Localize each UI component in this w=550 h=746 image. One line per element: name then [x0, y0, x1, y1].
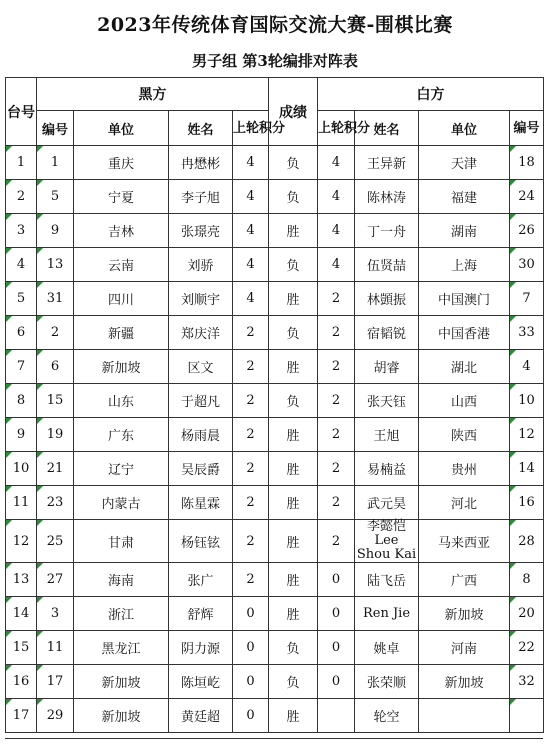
result-cell: 胜	[269, 563, 318, 597]
black-num-cell: 13	[37, 248, 74, 282]
result-cell: 胜	[269, 452, 318, 486]
black-num-cell: 15	[37, 384, 74, 418]
table-no-cell: 10	[6, 452, 37, 486]
white-name-cell: 武元昊	[355, 486, 419, 520]
white-num-cell: 20	[510, 597, 544, 631]
header-white-num: 编号	[510, 111, 544, 146]
white-num-cell: 14	[510, 452, 544, 486]
white-score-cell: 2	[318, 282, 355, 316]
black-num-cell: 27	[37, 563, 74, 597]
result-cell: 负	[269, 180, 318, 214]
black-num-cell: 21	[37, 452, 74, 486]
table-no-cell: 11	[6, 486, 37, 520]
white-score-cell: 0	[318, 665, 355, 699]
header-white-prev-score: 上轮积分	[318, 111, 355, 146]
table-no-cell: 5	[6, 282, 37, 316]
result-cell: 胜	[269, 597, 318, 631]
table-row	[6, 699, 544, 733]
table-row	[6, 563, 544, 597]
table-no-cell: 14	[6, 597, 37, 631]
white-score-cell: 0	[318, 597, 355, 631]
white-unit-cell: 天津	[419, 146, 510, 180]
white-num-cell: 12	[510, 418, 544, 452]
pairing-table	[5, 77, 544, 733]
black-name-cell: 阴力源	[169, 631, 233, 665]
white-score-cell: 4	[318, 146, 355, 180]
white-name-cell: 伍贤喆	[355, 248, 419, 282]
table-no-cell: 2	[6, 180, 37, 214]
white-num-cell: 10	[510, 384, 544, 418]
white-unit-cell: 湖南	[419, 214, 510, 248]
white-name-cell: 姚卓	[355, 631, 419, 665]
table-row	[6, 316, 544, 350]
result-cell: 负	[269, 316, 318, 350]
white-unit-cell: 河南	[419, 631, 510, 665]
black-name-cell: 郑庆洋	[169, 316, 233, 350]
black-name-cell: 李子旭	[169, 180, 233, 214]
white-num-cell: 33	[510, 316, 544, 350]
result-cell: 胜	[269, 699, 318, 733]
black-name-cell: 陈垣屹	[169, 665, 233, 699]
white-score-cell: 4	[318, 180, 355, 214]
white-score-cell: 2	[318, 418, 355, 452]
header-white: 白方	[318, 78, 544, 111]
white-score-cell	[318, 699, 355, 733]
white-score-cell: 2	[318, 384, 355, 418]
black-unit-cell: 宁夏	[74, 180, 169, 214]
black-name-cell: 张广	[169, 563, 233, 597]
black-unit-cell: 吉林	[74, 214, 169, 248]
black-name-cell: 舒辉	[169, 597, 233, 631]
white-score-cell: 4	[318, 214, 355, 248]
table-no-cell: 6	[6, 316, 37, 350]
white-unit-cell: 上海	[419, 248, 510, 282]
white-name-cell	[355, 520, 419, 563]
white-unit-cell: 河北	[419, 486, 510, 520]
table-row	[6, 486, 544, 520]
white-name-cell: 王旭	[355, 418, 419, 452]
white-unit-cell: 陕西	[419, 418, 510, 452]
white-name-cell: 王异新	[355, 146, 419, 180]
white-unit-cell: 湖北	[419, 350, 510, 384]
header-black-name: 姓名	[169, 111, 233, 146]
black-num-cell: 2	[37, 316, 74, 350]
table-no-cell: 15	[6, 631, 37, 665]
black-num-cell: 29	[37, 699, 74, 733]
white-name-line: Shou Kai	[356, 547, 417, 562]
black-unit-cell: 浙江	[74, 597, 169, 631]
result-cell: 负	[269, 146, 318, 180]
white-num-cell	[510, 699, 544, 733]
white-name-cell: 丁一舟	[355, 214, 419, 248]
black-score-cell: 2	[233, 316, 269, 350]
black-score-cell: 4	[233, 214, 269, 248]
black-unit-cell: 新疆	[74, 316, 169, 350]
black-unit-cell: 四川	[74, 282, 169, 316]
result-cell: 胜	[269, 214, 318, 248]
white-name-cell: 陆飞岳	[355, 563, 419, 597]
header-white-unit: 单位	[419, 111, 510, 146]
black-name-cell: 陈星霖	[169, 486, 233, 520]
document-title: 2023年传统体育国际交流大赛-围棋比赛	[97, 14, 453, 36]
black-unit-cell: 新加坡	[74, 350, 169, 384]
header-black: 黑方	[37, 78, 269, 111]
black-num-cell: 11	[37, 631, 74, 665]
white-num-cell: 22	[510, 631, 544, 665]
white-score-cell: 0	[318, 563, 355, 597]
black-num-cell: 23	[37, 486, 74, 520]
white-unit-cell: 山西	[419, 384, 510, 418]
black-name-cell: 于超凡	[169, 384, 233, 418]
white-unit-cell: 马来西亚	[419, 520, 510, 563]
table-row	[6, 214, 544, 248]
white-num-cell: 8	[510, 563, 544, 597]
black-name-cell: 刘骄	[169, 248, 233, 282]
header-black-unit: 单位	[74, 111, 169, 146]
black-score-cell: 2	[233, 486, 269, 520]
black-name-cell: 冉懋彬	[169, 146, 233, 180]
black-num-cell: 1	[37, 146, 74, 180]
result-cell: 负	[269, 665, 318, 699]
white-num-cell: 16	[510, 486, 544, 520]
black-num-cell: 19	[37, 418, 74, 452]
header-table-no: 台号	[6, 78, 37, 146]
table-bottom-edge	[5, 738, 543, 746]
header-black-prev-score: 上轮积分	[233, 111, 269, 146]
black-name-cell: 区文	[169, 350, 233, 384]
white-num-cell: 4	[510, 350, 544, 384]
table-no-cell: 16	[6, 665, 37, 699]
white-name-cell: 林顗振	[355, 282, 419, 316]
result-cell: 胜	[269, 520, 318, 563]
black-num-cell: 6	[37, 350, 74, 384]
black-num-cell: 3	[37, 597, 74, 631]
table-row	[6, 631, 544, 665]
table-no-cell: 7	[6, 350, 37, 384]
black-score-cell: 2	[233, 563, 269, 597]
white-unit-cell: 广西	[419, 563, 510, 597]
table-no-cell: 12	[6, 520, 37, 563]
black-num-cell: 25	[37, 520, 74, 563]
black-score-cell: 2	[233, 350, 269, 384]
header-white-name: 姓名	[355, 111, 419, 146]
result-cell: 胜	[269, 350, 318, 384]
white-num-cell: 7	[510, 282, 544, 316]
black-score-cell: 4	[233, 282, 269, 316]
result-cell: 负	[269, 248, 318, 282]
black-unit-cell: 云南	[74, 248, 169, 282]
black-name-cell: 杨钰铉	[169, 520, 233, 563]
black-num-cell: 5	[37, 180, 74, 214]
black-unit-cell: 广东	[74, 418, 169, 452]
white-name-line: Lee	[374, 533, 399, 548]
white-score-cell: 2	[318, 452, 355, 486]
black-score-cell: 0	[233, 631, 269, 665]
document-subtitle: 男子组 第3轮编排对阵表	[192, 52, 358, 70]
white-num-cell: 28	[510, 520, 544, 563]
black-unit-cell: 海南	[74, 563, 169, 597]
header-black-num: 编号	[37, 111, 74, 146]
white-name-cell: 轮空	[355, 699, 419, 733]
black-score-cell: 4	[233, 180, 269, 214]
table-row	[6, 282, 544, 316]
table-no-cell: 8	[6, 384, 37, 418]
result-cell: 胜	[269, 418, 318, 452]
black-score-cell: 0	[233, 699, 269, 733]
black-num-cell: 17	[37, 665, 74, 699]
black-score-cell: 0	[233, 665, 269, 699]
white-num-cell: 30	[510, 248, 544, 282]
header-result: 成绩	[269, 78, 318, 146]
white-score-cell: 2	[318, 486, 355, 520]
result-cell: 胜	[269, 282, 318, 316]
white-num-cell: 26	[510, 214, 544, 248]
white-unit-cell: 中国澳门	[419, 282, 510, 316]
white-score-cell: 4	[318, 248, 355, 282]
white-num-cell: 32	[510, 665, 544, 699]
result-cell: 负	[269, 631, 318, 665]
black-name-cell: 黄廷超	[169, 699, 233, 733]
black-score-cell: 2	[233, 418, 269, 452]
black-name-cell: 张璟亮	[169, 214, 233, 248]
black-unit-cell: 黑龙江	[74, 631, 169, 665]
table-row	[6, 146, 544, 180]
black-score-cell: 2	[233, 452, 269, 486]
white-name-cell: 易楠益	[355, 452, 419, 486]
table-no-cell: 1	[6, 146, 37, 180]
white-name-cell: 宿韬锐	[355, 316, 419, 350]
white-unit-cell: 贵州	[419, 452, 510, 486]
black-name-cell: 刘顺宇	[169, 282, 233, 316]
white-name-line: 李懿恺	[366, 519, 406, 534]
black-unit-cell: 重庆	[74, 146, 169, 180]
table-no-cell: 17	[6, 699, 37, 733]
white-name-cell: 陈林涛	[355, 180, 419, 214]
table-row	[6, 665, 544, 699]
black-score-cell: 2	[233, 520, 269, 563]
result-cell: 胜	[269, 486, 318, 520]
black-num-cell: 9	[37, 214, 74, 248]
table-no-cell: 4	[6, 248, 37, 282]
black-num-cell: 31	[37, 282, 74, 316]
white-unit-cell: 新加坡	[419, 597, 510, 631]
white-score-cell: 0	[318, 631, 355, 665]
white-name-cell: 张荣顺	[355, 665, 419, 699]
table-row	[6, 418, 544, 452]
table-row	[6, 520, 544, 563]
black-score-cell: 4	[233, 248, 269, 282]
white-unit-cell: 福建	[419, 180, 510, 214]
black-unit-cell: 内蒙古	[74, 486, 169, 520]
result-cell: 负	[269, 384, 318, 418]
table-row	[6, 180, 544, 214]
white-unit-cell	[419, 699, 510, 733]
black-score-cell: 2	[233, 384, 269, 418]
table-row	[6, 597, 544, 631]
table-row	[6, 248, 544, 282]
black-score-cell: 4	[233, 146, 269, 180]
black-unit-cell: 辽宁	[74, 452, 169, 486]
white-num-cell: 24	[510, 180, 544, 214]
black-unit-cell: 新加坡	[74, 699, 169, 733]
white-num-cell: 18	[510, 146, 544, 180]
black-unit-cell: 山东	[74, 384, 169, 418]
table-no-cell: 3	[6, 214, 37, 248]
table-no-cell: 9	[6, 418, 37, 452]
table-no-cell: 13	[6, 563, 37, 597]
table-row	[6, 384, 544, 418]
table-row	[6, 452, 544, 486]
table-row	[6, 350, 544, 384]
black-name-cell: 吴辰爵	[169, 452, 233, 486]
black-score-cell: 0	[233, 597, 269, 631]
black-unit-cell: 新加坡	[74, 665, 169, 699]
white-score-cell: 2	[318, 350, 355, 384]
white-unit-cell: 新加坡	[419, 665, 510, 699]
black-name-cell: 杨雨晨	[169, 418, 233, 452]
white-unit-cell: 中国香港	[419, 316, 510, 350]
white-name-cell: 张天钰	[355, 384, 419, 418]
white-name-cell: 胡睿	[355, 350, 419, 384]
white-score-cell: 2	[318, 520, 355, 563]
black-unit-cell: 甘肃	[74, 520, 169, 563]
white-name-cell: Ren Jie	[355, 597, 419, 631]
white-score-cell: 2	[318, 316, 355, 350]
